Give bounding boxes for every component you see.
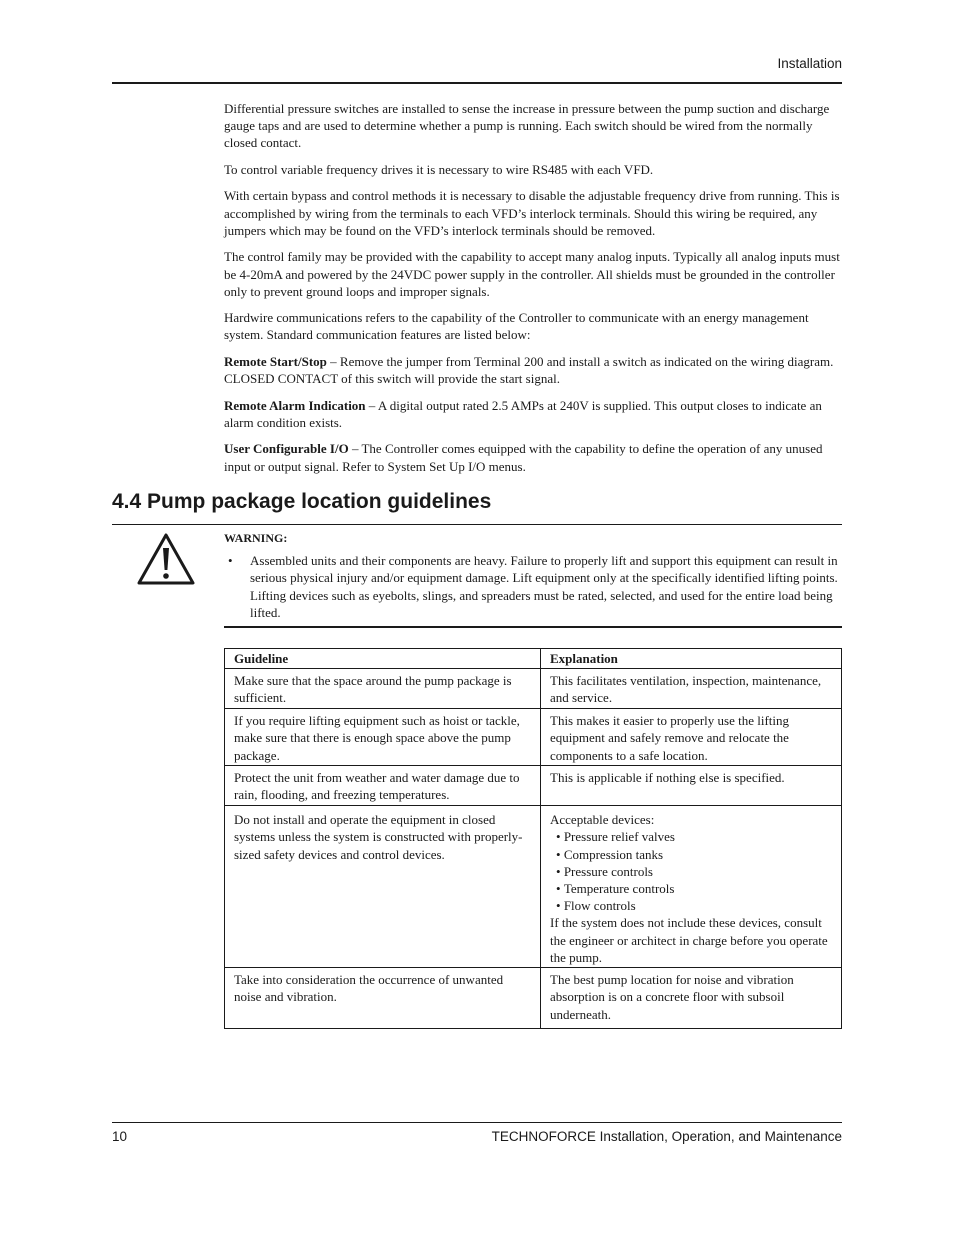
explanation-cell: The best pump location for noise and vibration absorption is on a concrete floor with subsoil underneath. <box>541 968 842 1029</box>
feature-user-io <box>224 440 842 474</box>
list-item: • Pressure controls <box>556 863 832 880</box>
list-item: • Pressure relief valves <box>556 828 832 845</box>
warning-bullet-item <box>224 552 842 621</box>
list-item: • Compression tanks <box>556 846 832 863</box>
feature-text: – Remove the jumper from Terminal 200 and install a switch as indicated on the wiring diagram. CLOSED CONTACT of this switch will provide the start signal. <box>224 353 834 387</box>
guideline-cell: Protect the unit from weather and water damage due to rain, flooding, and freezing temperatures. <box>225 766 541 806</box>
list-item: • Temperature controls <box>556 880 832 897</box>
header-rule <box>112 82 842 84</box>
table-row <box>225 709 842 766</box>
column-header-explanation: Explanation <box>541 649 842 669</box>
feature-text: – The Controller comes equipped with the capability to define the operation of any unused input or output signal. Refer to System Set Up I/O menus. <box>224 441 823 474</box>
explanation-cell <box>541 806 842 968</box>
explanation-outro: If the system does not include these devices, consult the engineer or architect in charge before you operate the pump. <box>550 915 828 965</box>
warning-triangle-icon <box>136 532 196 586</box>
paragraph: With certain bypass and control methods it is necessary to disable the adjustable frequency drive from running. This is accomplished by wiring from the terminals to each VFD’s interlock terminals. Should this wiring be required, any jumpers which may be found on the VFD’s interlock terminals should be removed. <box>224 188 840 238</box>
table-row <box>225 806 842 968</box>
warning-label: WARNING: <box>224 531 288 545</box>
section-title: 4.4 Pump package location guidelines <box>112 490 492 513</box>
section-rule <box>112 524 842 525</box>
page-number: 10 <box>112 1129 128 1144</box>
feature-text: – A digital output rated 2.5 AMPs at 240V is supplied. This output closes to indicate an alarm condition exists. <box>224 397 822 430</box>
warning-block <box>224 530 842 621</box>
paragraph: To control variable frequency drives it is necessary to wire RS485 with each VFD. <box>224 161 654 177</box>
guideline-cell: Make sure that the space around the pump package is sufficient. <box>225 669 541 709</box>
explanation-cell: This makes it easier to properly use the lifting equipment and safely remove and relocate the components to a safe location. <box>541 709 842 766</box>
body-text <box>224 100 842 484</box>
bullet: • <box>228 553 233 569</box>
table-row <box>225 669 842 709</box>
list-item: • Flow controls <box>556 897 832 914</box>
feature-remote-alarm <box>224 397 842 431</box>
explanation-cell: This facilitates ventilation, inspection, maintenance, and service. <box>541 669 842 709</box>
feature-remote-start-stop <box>224 353 842 387</box>
guideline-cell: Do not install and operate the equipment in closed systems unless the system is constructed with properly-sized safety devices and control devices. <box>225 806 541 968</box>
guideline-cell: Take into consideration the occurrence of unwanted noise and vibration. <box>225 968 541 1029</box>
running-header: Installation <box>777 56 842 71</box>
table-row <box>225 968 842 1029</box>
feature-term: User Configurable I/O <box>224 441 349 457</box>
feature-term: Remote Alarm Indication <box>224 397 366 413</box>
table-header-row <box>225 649 842 669</box>
column-header-guideline: Guideline <box>225 649 541 669</box>
guidelines-table <box>224 648 842 1029</box>
footer-rule <box>112 1122 842 1123</box>
feature-term: Remote Start/Stop <box>224 353 327 369</box>
paragraph: The control family may be provided with the capability to accept many analog inputs. Typically all analog inputs must be 4-20mA and powered by the 24VDC power supply in the controller. All shields must be grounded in the controller only to prevent ground loops and improper signals. <box>224 249 840 299</box>
footer-document-title: TECHNOFORCE Installation, Operation, and Maintenance <box>491 1129 842 1144</box>
explanation-cell: This is applicable if nothing else is specified. <box>541 766 842 806</box>
paragraph: Differential pressure switches are installed to sense the increase in pressure between the pump suction and discharge gauge taps and are used to determine whether a pump is running. Each switch should be wired from the normally closed contact. <box>224 101 830 151</box>
guideline-cell: If you require lifting equipment such as hoist or tackle, make sure that there is enough space above the pump package. <box>225 709 541 766</box>
device-list <box>550 828 832 914</box>
warning-text: Assembled units and their components are heavy. Failure to properly lift and support this equipment can result in serious physical injury and/or equipment damage. Lift equipment only at the specifically identified lifting points. Lifting devices such as eyebolts, slings, and spreaders must be rated, selected, and used for the entire load being lifted. <box>250 553 838 620</box>
table-row <box>225 766 842 806</box>
explanation-intro: Acceptable devices: <box>550 812 655 828</box>
warning-rule <box>224 626 842 628</box>
paragraph: Hardwire communications refers to the capability of the Controller to communicate with an energy management system. Standard communication features are listed below: <box>224 310 809 343</box>
